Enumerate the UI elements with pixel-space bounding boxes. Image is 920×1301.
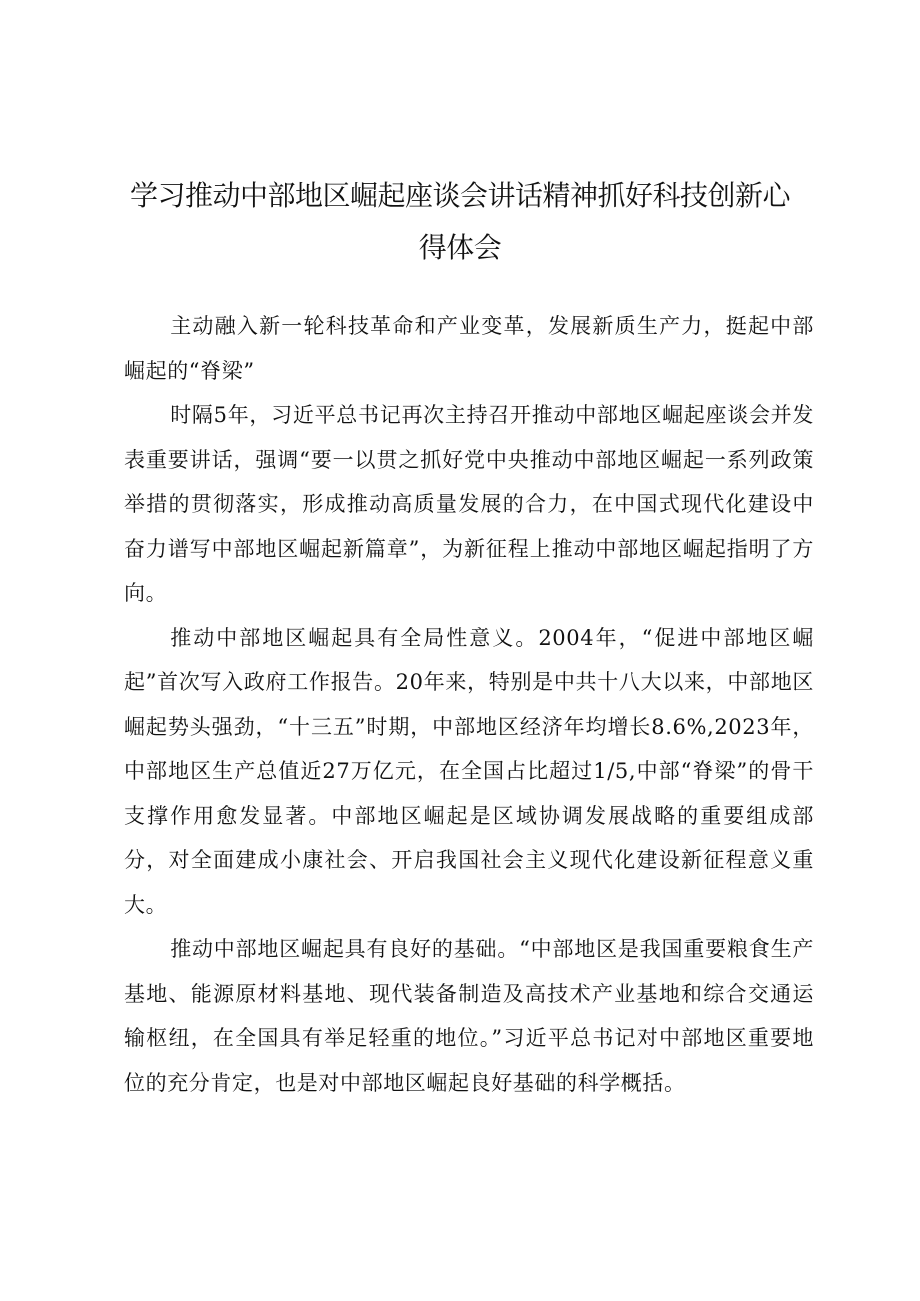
paragraph: 时隔5年，习近平总书记再次主持召开推动中部地区崛起座谈会并发表重要讲话，强调“要一以贯之抓好党中央推动中部地区崛起一系列政策举措的贯彻落实，形成推动高质量发展的合力，在中国式现代化建设中奋力谱写中部地区崛起新篇章”，为新征程上推动中部地区崛起指明了方向。 (124, 403, 814, 605)
paragraph: 推动中部地区崛起具有全局性意义。2004年，“促进中部地区崛起”首次写入政府工作报告。20年来，特别是中共十八大以来，中部地区崛起势头强劲，“十三五”时期，中部地区经济年均增长8.6%,2023年，中部地区生产总值近27万亿元，在全国占比超过1/5,中部“脊梁”的骨干支撑作用愈发显著。中部地区崛起是区域协调发展战略的重要组成部分，对全面建成小康社会、开启我国社会主义现代化建设新征程意义重大。 (124, 625, 814, 917)
paragraph: 推动中部地区崛起具有良好的基础。“中部地区是我国重要粮食生产基地、能源原材料基地、现代装备制造及高技术产业基地和综合交通运输枢纽，在全国具有举足轻重的地位。”习近平总书记对中部地区重要地位的充分肯定，也是对中部地区崛起良好基础的科学概括。 (124, 937, 814, 1095)
document-body (124, 304, 814, 1105)
document-title: 学习推动中部地区崛起座谈会讲话精神抓好科技创新心得体会 (129, 179, 790, 264)
paragraph-subheading: 主动融入新一轮科技革命和产业变革，发展新质生产力，挺起中部崛起的“脊梁” (124, 314, 814, 383)
